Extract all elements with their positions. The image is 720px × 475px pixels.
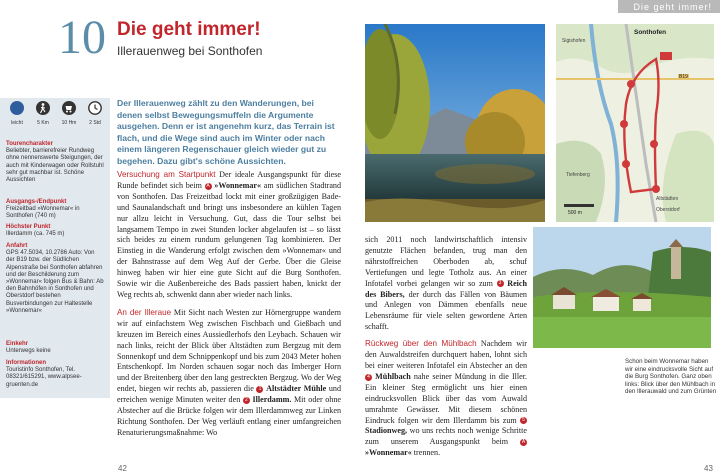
running-head: Die geht immer! — [633, 2, 712, 12]
icon-row — [5, 101, 105, 131]
sidebar-text: Touristinfo Sonthofen, Tel. 08321/615291, www.alpsee-gruenten.de — [6, 367, 82, 388]
sidebar-start — [6, 199, 104, 221]
waypoint-marker: A — [206, 182, 210, 189]
section-heading: Rückweg über den Mühlbach — [365, 339, 477, 349]
sidebar-text: Freizeitbad »Wonnemar« in Sonthofen (740 m) — [6, 206, 80, 220]
tour-title: Die geht immer! — [117, 19, 261, 40]
waypoint-marker: 5 — [520, 417, 527, 424]
sidebar-heading: Tourencharakter — [6, 141, 53, 147]
sidebar-stop — [6, 341, 104, 355]
clock-icon — [83, 101, 107, 126]
body-column-right: sich 2011 noch landwirtschaftlich intensiv genutzte Flächen befanden, trug man den nährstoffreichen Oberboden ab, schuf Vertiefungen und legte Totholz aus. An einer Infotafel vorbei gelangen wir so zum 3 Reich des Bibers, der durch das Fällen von Bäumen und Anlegen von Dämmen ebenfalls neue Lebensräume für viele selten gewordene Arten schafft. Rückweg über den Mühlbach Nachdem wir den Auwaldstreifen durchquert haben, lohnt sich bei einer weiteren Infotafel ein Abstecher an den 4 Mühlbach nahe seiner Mündung in die Iller. Ein kleiner Steg ermöglicht uns hier einen eindrucksvollen Blick über das vom Auwald umrahmte Gewässer. Mit diesem schönen Eindruck folgen wir dem Illerdamm bis zum 5 Stadionweg, wo uns rechts noch wenige Schritte zum unserem Ausgangspunkt beim A »Wonnemar« trennen. — [365, 235, 528, 458]
photo-caption: Schon beim Wonnemar haben wir eine eindrucksvolle Sicht auf die Burg Sonthofen. Ganz oben links: Blick über den Mühlbach in den Illerauwald und zum Grünten — [625, 358, 717, 396]
duration-caption: 2 Std — [89, 120, 101, 126]
difficulty-caption: leicht — [11, 120, 23, 126]
route-map — [556, 24, 714, 222]
difficulty-icon — [5, 101, 29, 126]
sidebar-text: Illerdamm (ca. 745 m) — [6, 231, 65, 238]
map-label-sonthofen: Sonthofen — [634, 29, 667, 36]
map-scale: 500 m — [568, 210, 582, 216]
map-label-oberstdorf: Oberstdorf — [656, 207, 680, 213]
page-number-left: 42 — [118, 464, 127, 473]
waypoint-marker: 4 — [365, 374, 372, 381]
body-column-left: Versuchung am Startpunkt Der ideale Ausgangspunkt für diese Runde befindet sich beim A »Wonnemar« am südlichen Stadtrand von Sonthofen. Das Freizeitbad lockt mit einer großzügigen Bade- und Saunalandschaft und bringt uns insbesondere an kühlen Tagen nur allzu leicht in Versuchung. Gut, dass die Tour selbst bei langsamem Tempo in zwei Stunden locker abgelaufen ist – so lässt sich beides zu einem rundum gelungenen Tag kombinieren. Der Einstieg in die Wanderung erfolgt zwischen dem »Wonnemar« und der Bahnstrasse auf dem Weg Auf der Gerbe. Über die Gleise hinweg haben wir hier eine gute Sicht auf die Burg Sonthofen. Sowie wir die Außenbereiche des Bads passiert haben, knickt der Weg rechts ab, schwenkt dann aber wieder nach links. An der Illeraue Mit Sicht nach Westen zur Hörnergruppe wandern wir auf einfachstem Weg zwischen Fischbach und Gießbach und kreuzen im Bereich eines Aussiedlerhofs den Leybach. Schauen wir nach links, reicht der Blick über Altstädten zum Bergzug mit dem Sonnenkopf und dem Schnippenkopf und bis zum 2043 Meter hohen Entschenkopf. Im Norden schauen sogar noch das Imberger Horn und der Breitenberg über den lang gestreckten Bergzug. Wo der Weg endet, biegen wir rechts ab, passieren die 1 Altstädter Mühle und erreichen wenige Minuten weiter den 2 Illerdamm. Mit oder ohne Abstecher auf die Brücke folgen wir dem Illerdammweg zur Linken Richtung Sonthofen. Der Weg verläuft entlang einer umfangreichen Renaturierungsmaßnahme: Wo — [117, 170, 342, 437]
distance-caption: 5 Km — [37, 120, 49, 126]
sidebar-heading: Einkehr — [6, 341, 29, 347]
map-label-sigishofen: Sigishofen — [562, 38, 586, 44]
map-road-label: B19 — [679, 74, 688, 80]
sidebar-text: Unterwegs keine — [6, 348, 51, 355]
sidebar-character — [6, 141, 104, 184]
map-label-tiefenberg: Tiefenberg — [566, 172, 590, 178]
tour-subtitle: Illerauenweg bei Sonthofen — [117, 44, 263, 58]
map-label-altstaedten: Altstädten — [656, 196, 679, 202]
sidebar-heading: Höchster Punkt — [6, 224, 51, 230]
sidebar-contact — [6, 360, 104, 389]
sidebar-heading: Anfahrt — [6, 243, 28, 249]
photo-village-castle — [533, 227, 711, 348]
elevation-caption: 10 Hm — [61, 120, 77, 126]
stroller-icon — [57, 101, 81, 126]
sidebar-info — [6, 243, 104, 315]
info-sidebar — [0, 98, 110, 398]
section-heading: Versuchung am Startpunkt — [117, 170, 216, 179]
photo-river-trees — [365, 24, 545, 222]
waypoint-marker: 2 — [243, 397, 250, 404]
sidebar-highest — [6, 224, 104, 238]
sidebar-text: Beliebter, barrierefreier Rundweg ohne nennenswerte Steigungen, der auch mit Kinderwagen oder Rollstuhl sehr gut machbar ist. Schöne Aussichten — [6, 148, 104, 184]
section-heading: An der Illeraue — [117, 307, 172, 317]
waypoint-marker: 1 — [256, 386, 263, 393]
waypoint-marker: A — [521, 438, 526, 445]
sidebar-heading: Informationen — [6, 360, 46, 366]
sidebar-heading: Ausgangs-/Endpunkt — [6, 199, 67, 205]
tour-number: 10 — [58, 11, 106, 64]
sidebar-text: GPS 47.5034, 10.2786 Auto: Von der B19 bzw. der Südlichen Alpenstraße bei Sonthofen abfahren und der Beschilderung zum »Wonnemar« folgen Bus & Bahn: Ab den Bahnhöfen in Sonthofen und Oberstdorf bestehen Busverbindungen zur Haltestelle »Wonnemar« — [6, 250, 104, 314]
waypoint-marker: 3 — [497, 280, 504, 287]
intro-paragraph: Der Illerauenweg zählt zu den Wanderungen, bei denen selbst Bewegungsmuffeln die Argumente ausgehen. Denn er ist angenehm kurz, das Terrain ist flach, und die Wege sind auch im Winter oder nach einem längeren Regenschauer gleich wieder gut zu begehen. Dazu gibt's schöne Aussichten. — [117, 98, 335, 166]
walker-icon — [31, 101, 55, 126]
page-number-right: 43 — [704, 464, 713, 473]
